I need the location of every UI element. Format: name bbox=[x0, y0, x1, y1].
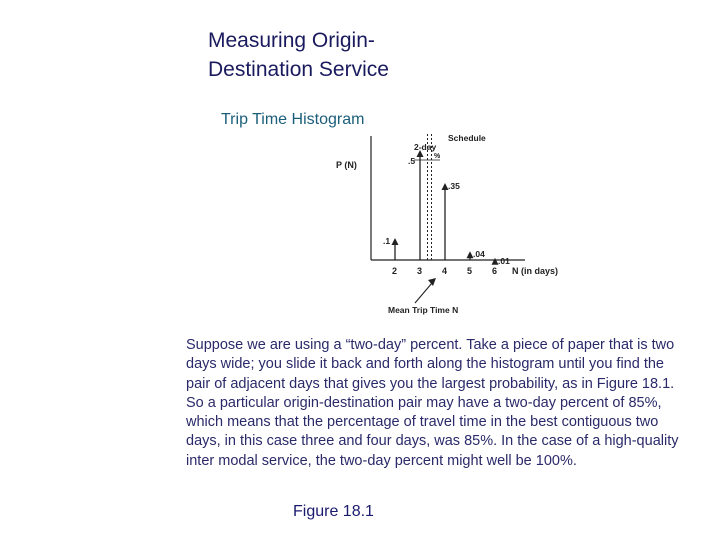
slide-title-line-1: Measuring Origin- bbox=[208, 29, 375, 52]
mean-marker-arrowhead bbox=[428, 278, 436, 286]
bar-data-label: .35 bbox=[448, 181, 460, 191]
two-day-label: 2-day bbox=[414, 142, 437, 152]
bar-data-label: .1 bbox=[383, 236, 391, 246]
x-tick-label: 6 bbox=[492, 266, 498, 276]
y-axis-label: P (N) bbox=[336, 160, 357, 170]
two-day-percent-sign: % bbox=[434, 153, 441, 160]
bar-data-label: .01 bbox=[498, 255, 510, 266]
slide-title-line-2: Destination Service bbox=[208, 58, 389, 81]
schedule-label: Schedule bbox=[448, 133, 486, 143]
x-axis-label: N (in days) bbox=[512, 266, 559, 276]
chart-subtitle: Trip Time Histogram bbox=[221, 111, 365, 128]
slide-title bbox=[208, 26, 508, 84]
x-tick-label: 4 bbox=[442, 266, 448, 276]
bar-data-label: .5 bbox=[408, 156, 416, 166]
x-tick-label: 3 bbox=[417, 266, 423, 276]
bar-arrowhead bbox=[392, 238, 399, 245]
body-paragraph: Suppose we are using a “two-day” percent. Take a piece of paper that is two days wide; you slide it back and forth along the histogram until you find the pair of adjacent days that gives you the largest probability, as in Figure 18.1. So a particular origin-destination pair may have a two-day percent of 85%, which means that the percentage of travel time in the best contiguous two days, in this case three and four days, was 85%. In the case of a high-quality inter modal service, the two-day percent might well be 100%. bbox=[186, 337, 679, 469]
trip-time-histogram bbox=[320, 128, 580, 323]
x-tick-label: 2 bbox=[392, 266, 398, 276]
x-tick-label: 5 bbox=[467, 266, 473, 276]
mean-trip-time-label: Mean Trip Time N bbox=[388, 305, 459, 315]
figure-caption: Figure 18.1 bbox=[293, 503, 374, 520]
mean-marker-line bbox=[415, 283, 432, 303]
bar-data-label: .04 bbox=[473, 249, 485, 260]
